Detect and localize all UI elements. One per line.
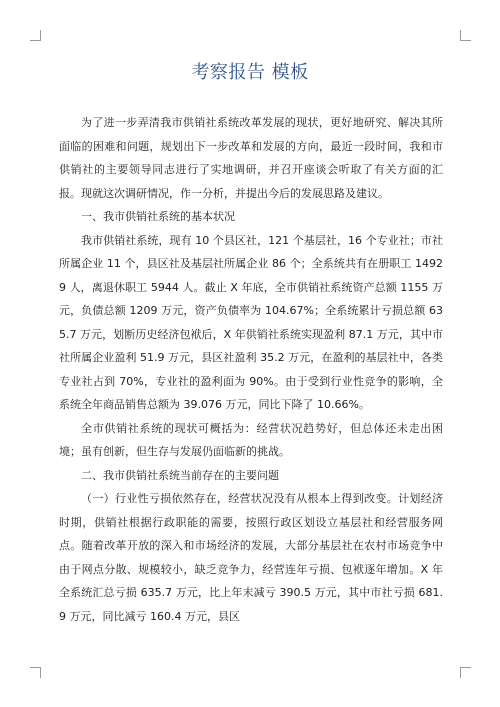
crop-mark-bottom-left <box>30 667 41 678</box>
paragraph-problems: （一）行业性亏损依然存在，经营状况没有从根本上得到改变。计划经济时期，供销社根据行政职能的需要，按照行政区划设立基层社和经营服务网点。随着改革开放的深入和市场经济的发展，大部分基层社在农村市场竞争中由于网点分散、规模较小，缺乏竞争力，经营连年亏损、包袱逐年增加。X 年全系统汇总亏损 635.7 万元，比上年末减亏 390.5 万元，其中市社亏损 681.9 万元，同比减亏 160.4 万元，县区 <box>59 492 443 623</box>
section-heading-1: 一、我市供销社系统的基本状况 <box>81 210 235 223</box>
paragraph-basic-status: 我市供销社系统，现有 10 个县区社，121 个基层社，16 个专业社；市社所属企业 11 个，县区社及基层社所属企业 86 个；全系统共有在册职工 14929 人，离退休职工 5944 人。截止 X 年底，全市供销社系统资产总额 1155 万元，负债总额 1209 万元，资产负债率为 104.67%；全系统累计亏损总额 635.7 万元，划断历史经济包袱后，X 年供销社系统实现盈利 87.1 万元，其中市社所属企业盈利 51.9 万元，县区社盈利 35.2 万元，在盈利的基层社中，各类专业社占到 70%，专业社的盈利面为 90%。由于受到行业性竞争的影响，全系统全年商品销售总额为 39.076 万元，同比下降了 10.66%。 <box>59 233 443 411</box>
paragraph-summary: 全市供销社系统的现状可概括为：经营状况趋势好，但总体还未走出困境；虽有创新，但生存与发展仍面临新的挑战。 <box>59 421 443 458</box>
crop-mark-top-right <box>460 30 471 41</box>
section-heading-2: 二、我市供销社系统当前存在的主要问题 <box>81 468 279 482</box>
paragraph-intro: 为了进一步弄清我市供销社系统改革发展的现状，更好地研究、解决其所面临的困难和问题，规划出下一步改革和发展的方向，最近一段时间，我和市供销社的主要领导同志进行了实地调研，并召开座谈会听取了有关方面的汇报。现就这次调研情况，作一分析，并提出今后的发展思路及建议。 <box>59 116 443 200</box>
document-body <box>59 111 443 628</box>
crop-mark-top-left <box>30 30 41 41</box>
document-title: 考察报告 模板 <box>191 62 309 83</box>
crop-mark-bottom-right <box>460 667 471 678</box>
